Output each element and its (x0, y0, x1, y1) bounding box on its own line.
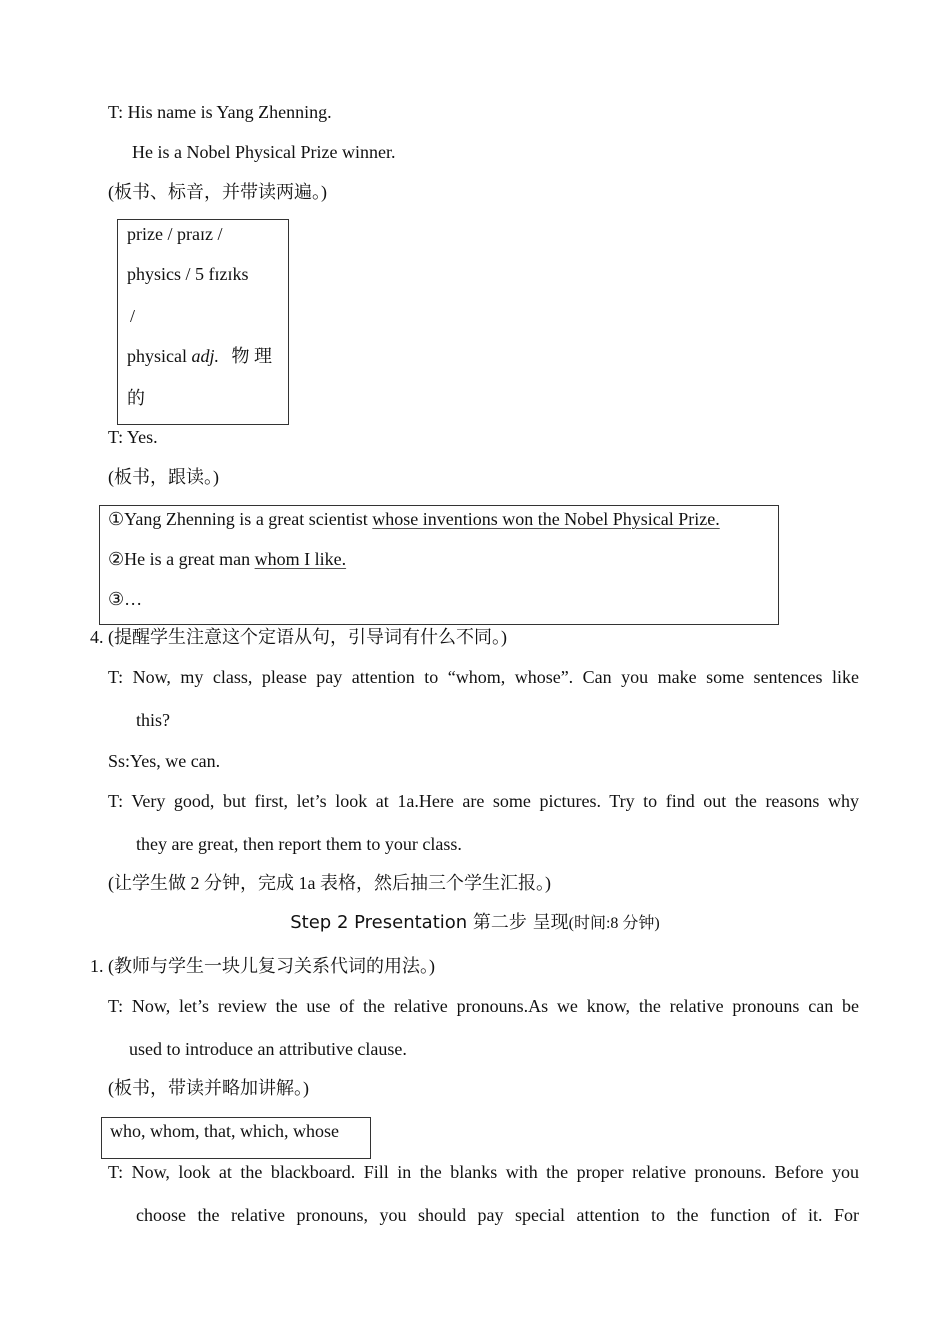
example-sentences-box (99, 505, 779, 625)
sentence-2-clause: whom I like. (254, 549, 347, 569)
relative-pronouns-box (101, 1117, 371, 1159)
step-2-heading-main: Step 2 Presentation 第二步 呈现 (290, 912, 569, 933)
dialogue-line-winner: He is a Nobel Physical Prize winner. (132, 142, 396, 162)
item-4-title: 4. (提醒学生注意这个定语从句，引导词有什么不同。) (90, 627, 507, 647)
relative-pronouns-list: who, whom, that, which, whose (110, 1121, 339, 1141)
step-2-heading (0, 912, 950, 934)
vocab-physical-meaning-cont: 的 (127, 388, 145, 408)
dialogue-line-cont: choose the relative pronouns, you should pay special attention to the function of it. For (136, 1205, 859, 1225)
item-1-title: 1. (教师与学生一块儿复习关系代词的用法。) (90, 956, 435, 976)
vocab-physics: physics / 5 fɪzɪks (127, 264, 249, 284)
vocab-physical-pos: adj. (191, 346, 220, 366)
vocab-physical (127, 346, 272, 368)
teaching-note: (板书、标音，并带读两遍。) (108, 182, 327, 202)
vocab-physics-slash: / (130, 306, 136, 326)
example-sentence-3: ③… (108, 589, 143, 609)
example-sentence-1 (108, 509, 720, 531)
dialogue-line: T: Very good, but first, let’s look at 1a.Here are some pictures. Try to find out the reasons why (108, 791, 859, 811)
dialogue-line: T: Now, my class, please pay attention to “whom, whose”. Can you make some sentences like (108, 667, 859, 687)
dialogue-line-cont: used to introduce an attributive clause. (129, 1039, 407, 1059)
dialogue-line: T: Now, let’s review the use of the relative pronouns.As we know, the relative pronouns can be (108, 996, 859, 1016)
teaching-note: (板书，带读并略加讲解。) (108, 1078, 309, 1098)
example-sentence-2 (108, 549, 346, 571)
dialogue-line-cont: this? (136, 710, 170, 730)
dialogue-line-cont: they are great, then report them to your class. (136, 834, 462, 854)
teaching-note: (板书，跟读。) (108, 467, 219, 487)
sentence-1-main: ①Yang Zhenning is a great scientist (108, 509, 373, 529)
sentence-2-main: ②He is a great man (108, 549, 255, 569)
vocab-prize: prize / praɪz / (127, 224, 223, 244)
students-reply: Ss:Yes, we can. (108, 751, 221, 771)
step-2-heading-time: (时间:8 分钟) (568, 915, 660, 932)
dialogue-line: T: Now, look at the blackboard. Fill in the blanks with the proper relative pronouns. Before you (108, 1162, 859, 1182)
teaching-note: (让学生做 2 分钟，完成 1a 表格，然后抽三个学生汇报。) (108, 873, 551, 893)
vocabulary-box (117, 219, 289, 425)
vocab-physical-meaning: 物 理 (231, 346, 273, 366)
dialogue-yes: T: Yes. (108, 427, 158, 447)
dialogue-line-name: T: His name is Yang Zhenning. (108, 102, 332, 122)
vocab-physical-word: physical (127, 346, 187, 366)
sentence-1-clause: whose inventions won the Nobel Physical Prize. (372, 509, 720, 529)
